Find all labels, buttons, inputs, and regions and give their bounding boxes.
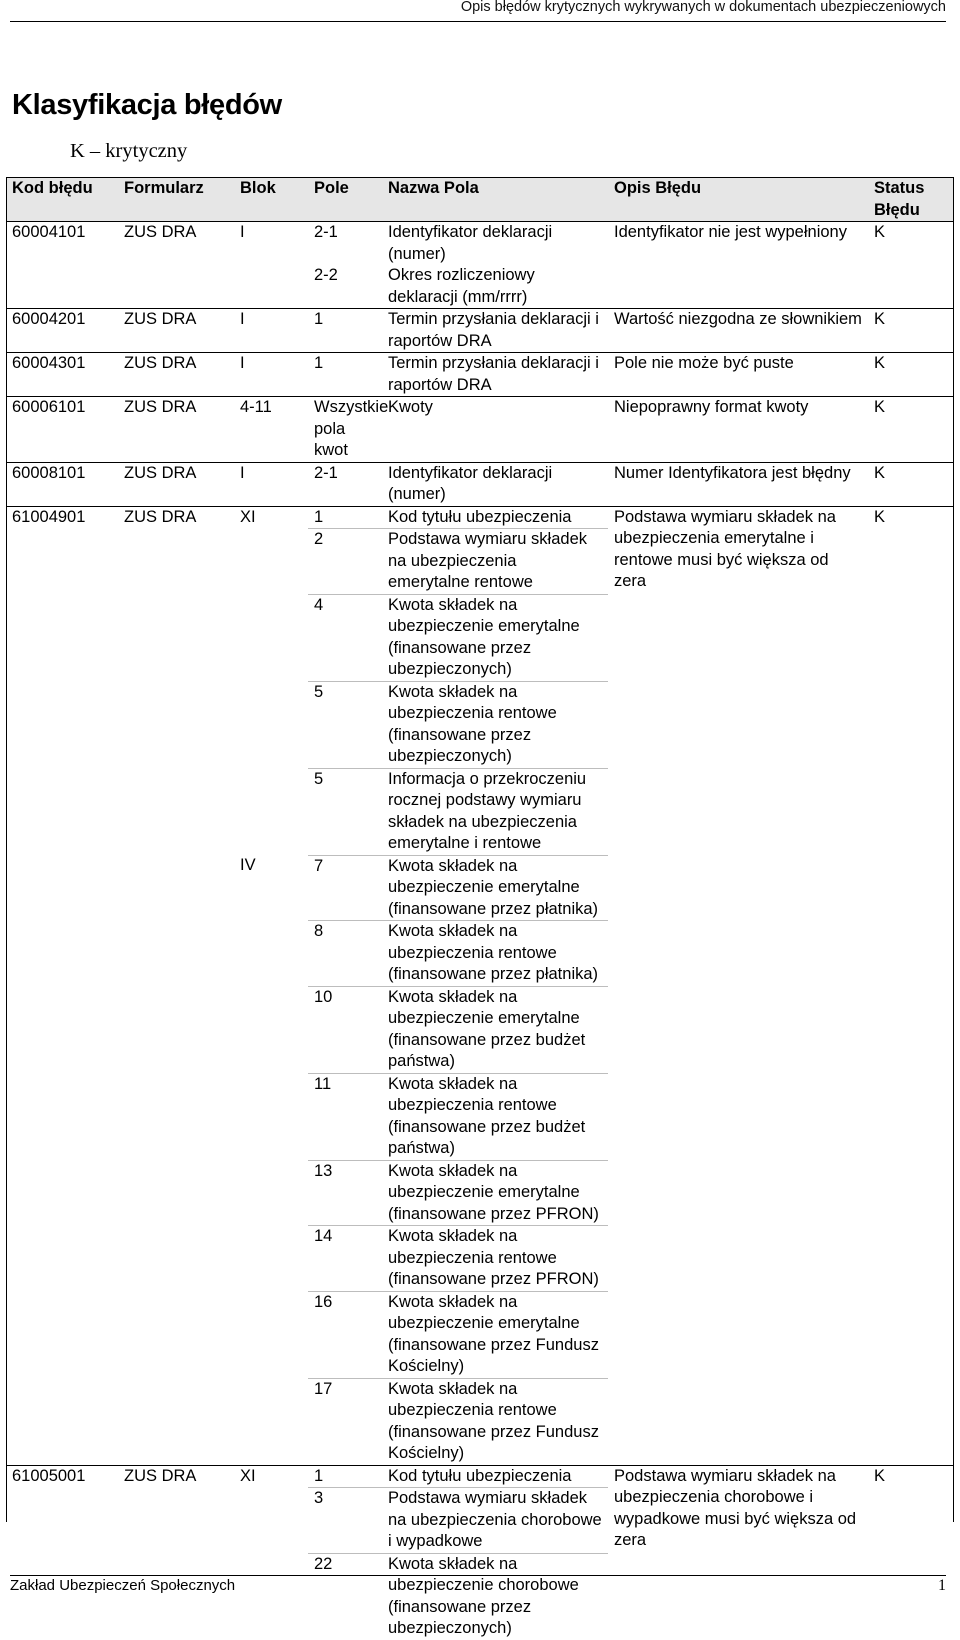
block-id: I [234,462,308,506]
error-description: Numer Identyfikatora jest błędny [608,462,868,506]
field-id: 1 [308,506,382,529]
field-name: Kwota składek na ubezpieczenia rentowe (finansowane przez ubezpieczonych) [382,681,608,768]
error-code: 60004101 [6,222,118,266]
field-id: 13 [308,1160,382,1226]
error-code: 60008101 [6,462,118,506]
field-name: Kwota składek na ubezpieczenie emerytalne (finansowane przez PFRON) [382,1160,608,1226]
footer-organization: Zakład Ubezpieczeń Społecznych [10,1577,236,1594]
error-code: 60006101 [6,397,118,463]
error-status: K [868,1465,954,1640]
form-name: ZUS DRA [118,309,234,353]
error-code: 61004901 [6,506,118,1465]
field-name: Kwota składek na ubezpieczenia rentowe (finansowane przez Fundusz Kościelny) [382,1378,608,1465]
table-row [6,309,954,353]
field-id: 16 [308,1291,382,1378]
field-id: Wszystkie pola kwot [308,397,382,463]
error-code: 61005001 [6,1465,118,1640]
field-name: Kwota składek na ubezpieczenie chorobowe (finansowane przez ubezpieczonych) [382,1553,608,1640]
field-id: 1 [308,1465,382,1488]
form-name: ZUS DRA [118,222,234,266]
field-name: Identyfikator deklaracji (numer) [382,222,608,266]
field-name: Termin przysłania deklaracji i raportów DRA [382,353,608,397]
field-id: 5 [308,768,382,855]
table-header-row [6,178,954,222]
page-footer [10,1575,946,1597]
field-id: 11 [308,1073,382,1160]
field-name: Podstawa wymiaru składek na ubezpieczenia chorobowe i wypadkowe [382,1488,608,1554]
field-id: 1 [308,309,382,353]
field-name: Podstawa wymiaru składek na ubezpieczenia emerytalne rentowe [382,529,608,595]
field-name: Kod tytułu ubezpieczenia [382,506,608,529]
field-id: 2-1 [308,462,382,506]
form-name: ZUS DRA [118,462,234,506]
table-row [6,397,954,463]
block-id: I [234,309,308,353]
error-description: Podstawa wymiaru składek na ubezpieczenia emerytalne i rentowe musi być większa od zera [608,506,868,1465]
field-name: Informacja o przekroczeniu rocznej podstawy wymiaru składek na ubezpieczenia emerytalne i rentowe [382,768,608,855]
field-id: 2 [308,529,382,595]
form-name: ZUS DRA [118,1465,234,1640]
page-number: 1 [938,1577,946,1594]
column-header-nazwa: Nazwa Pola [382,178,608,222]
field-id: 22 [308,1553,382,1640]
field-name: Kwota składek na ubezpieczenia rentowe (finansowane przez budżet państwa) [382,1073,608,1160]
table-row [6,1465,954,1488]
block-id: I [234,353,308,397]
error-status: K [868,506,954,1465]
error-description: Wartość niezgodna ze słownikiem [608,309,868,353]
field-id: 2-1 [308,222,382,266]
error-status: K [868,309,954,353]
table-row [6,353,954,397]
column-header-formularz: Formularz [118,178,234,222]
field-id: 10 [308,986,382,1073]
error-description: Identyfikator nie jest wypełniony [608,222,868,309]
field-id: 2-2 [314,266,338,284]
field-id: 17 [308,1378,382,1465]
field-name: Okres rozliczeniowy deklaracji (mm/rrrr) [388,266,535,306]
running-header-title: Opis błędów krytycznych wykrywanych w dokumentach ubezpieczeniowych [460,0,946,15]
table-row [6,506,954,529]
field-id: 5 [308,681,382,768]
field-name: Kwota składek na ubezpieczenie emerytalne (finansowane przez Fundusz Kościelny) [382,1291,608,1378]
field-id: 7 [308,855,382,921]
form-name: ZUS DRA [118,506,234,1465]
error-description: Podstawa wymiaru składek na ubezpieczenia chorobowe i wypadkowe musi być większa od zera [608,1465,868,1640]
error-status: K [868,222,954,309]
field-name: Identyfikator deklaracji (numer) [382,462,608,506]
field-id: 3 [308,1488,382,1554]
field-name: Kwota składek na ubezpieczenie emerytalne (finansowane przez budżet państwa) [382,986,608,1073]
column-header-opis: Opis Błędu [608,178,868,222]
column-header-blok: Blok [234,178,308,222]
column-header-status: Status Błędu [868,178,954,222]
block-id: I [234,222,308,266]
field-name: Kwota składek na ubezpieczenie emerytalne (finansowane przez ubezpieczonych) [382,594,608,681]
form-name: ZUS DRA [118,353,234,397]
error-description: Pole nie może być puste [608,353,868,397]
form-name: ZUS DRA [118,397,234,463]
field-name: Kwota składek na ubezpieczenie emerytalne (finansowane przez płatnika) [382,855,608,921]
document-subtitle: K – krytyczny [70,140,188,162]
block-id: XI [234,1465,308,1488]
field-id: 1 [308,353,382,397]
error-code: 60004201 [6,309,118,353]
field-id: 8 [308,921,382,987]
field-id: 14 [308,1226,382,1292]
block-id: IV [240,856,256,874]
error-status: K [868,353,954,397]
error-status: K [868,397,954,463]
field-name: Kwota składek na ubezpieczenia rentowe (finansowane przez PFRON) [382,1226,608,1292]
field-name: Kod tytułu ubezpieczenia [382,1465,608,1488]
column-header-pole: Pole [308,178,382,222]
error-description: Niepoprawny format kwoty [608,397,868,463]
block-id: 4-11 [234,397,308,463]
running-header [10,0,946,22]
error-code: 60004301 [6,353,118,397]
field-name: Kwota składek na ubezpieczenia rentowe (finansowane przez płatnika) [382,921,608,987]
field-id: 4 [308,594,382,681]
column-header-kod: Kod błędu [6,178,118,222]
error-classification-table [6,177,954,1640]
field-name: Kwoty [382,397,608,463]
table-row [6,222,954,266]
error-status: K [868,462,954,506]
document-title: Klasyfikacja błędów [12,89,282,121]
block-id: XI [234,506,308,529]
table-row [6,462,954,506]
field-name: Termin przysłania deklaracji i raportów DRA [382,309,608,353]
